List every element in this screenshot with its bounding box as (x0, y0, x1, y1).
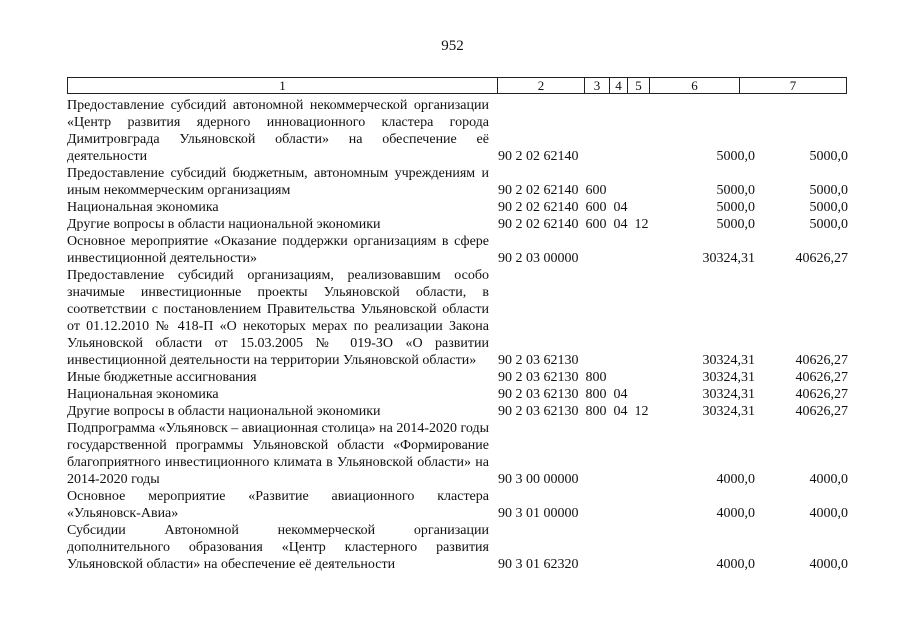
table-row (67, 97, 852, 165)
row-code: 90 2 02 62140 600 04 12 (498, 217, 649, 232)
page-number: 952 (441, 38, 464, 54)
table-header (67, 77, 847, 94)
row-value-col7: 40626,27 (795, 251, 848, 266)
row-code: 90 2 03 00000 (498, 251, 579, 266)
row-description: Другие вопросы в области национальной экономики (67, 404, 381, 419)
table-row (67, 267, 852, 369)
row-value-col6: 30324,31 (702, 387, 755, 402)
row-value-col7: 4000,0 (809, 506, 848, 521)
table-row (67, 488, 852, 522)
table-row (67, 216, 852, 233)
header-col-5: 5 (628, 78, 650, 93)
row-value-col7: 5000,0 (809, 149, 848, 164)
row-value-col7: 5000,0 (809, 217, 848, 232)
row-code: 90 2 02 62140 600 04 (498, 200, 628, 215)
header-col-7: 7 (789, 78, 797, 93)
row-description: Основное мероприятие «Развитие авиационного кластера «Ульяновск-Авиа» (67, 489, 489, 521)
row-description: Предоставление субсидий организациям, реализовавшим особо значимые инвестиционные проекты Ульяновской области, в соответствии с постановлением Правительства Ульяновской области от 01.12.2010 № 418-П «О некоторых мерах по реализации Закона Ульяновской области от 15.03.2005 № 019-ЗО «О развитии инвестиционной деятельности на территории Ульяновской области» (67, 268, 489, 368)
row-value-col6: 4000,0 (716, 557, 755, 572)
row-value-col7: 5000,0 (809, 200, 848, 215)
row-value-col7: 4000,0 (809, 557, 848, 572)
table-row (67, 403, 852, 420)
row-value-col6: 5000,0 (716, 183, 755, 198)
row-description: Предоставление субсидий автономной некоммерческой организации «Центр развития ядерного инновационного кластера города Димитровграда Ульяновской области» на обеспечение её деятельности (67, 98, 489, 164)
row-value-col6: 30324,31 (702, 251, 755, 266)
row-code: 90 3 01 00000 (498, 506, 579, 521)
row-code: 90 2 02 62140 (498, 149, 579, 164)
row-value-col7: 40626,27 (795, 370, 848, 385)
row-value-col6: 5000,0 (716, 217, 755, 232)
row-value-col7: 4000,0 (809, 472, 848, 487)
row-value-col6: 30324,31 (702, 370, 755, 385)
table-row (67, 369, 852, 386)
header-col-3: 3 (585, 78, 610, 93)
header-col-6: 6 (650, 78, 740, 93)
row-description: Другие вопросы в области национальной экономики (67, 217, 381, 232)
row-code: 90 2 03 62130 800 04 (498, 387, 628, 402)
row-code: 90 2 03 62130 (498, 353, 579, 368)
row-code: 90 2 03 62130 800 04 12 (498, 404, 649, 419)
table-row (67, 522, 852, 573)
row-description: Национальная экономика (67, 200, 219, 215)
row-value-col6: 5000,0 (716, 200, 755, 215)
row-code: 90 3 01 62320 (498, 557, 579, 572)
row-description: Национальная экономика (67, 387, 219, 402)
row-code: 90 3 00 00000 (498, 472, 579, 487)
row-description: Подпрограмма «Ульяновск – авиационная столица» на 2014-2020 годы государственной программы Ульяновской области «Формирование благоприятного инвестиционного климата в Ульяновской области» на 2014-2020 годы (67, 421, 489, 487)
row-description: Основное мероприятие «Оказание поддержки организациям в сфере инвестиционной деятельности» (67, 234, 489, 266)
row-value-col7: 5000,0 (809, 183, 848, 198)
header-col-1: 1 (68, 78, 498, 93)
table-row (67, 386, 852, 403)
table-row (67, 233, 852, 267)
table-body (67, 97, 852, 573)
row-description: Субсидии Автономной некоммерческой организации дополнительного образования «Центр кластерного развития Ульяновской области» на обеспечение её деятельности (67, 523, 489, 572)
table-row (67, 165, 852, 199)
table-row (67, 420, 852, 488)
row-value-col6: 4000,0 (716, 472, 755, 487)
row-value-col6: 30324,31 (702, 404, 755, 419)
row-value-col6: 4000,0 (716, 506, 755, 521)
row-code: 90 2 03 62130 800 (498, 370, 607, 385)
row-value-col6: 5000,0 (716, 149, 755, 164)
header-col-4: 4 (610, 78, 628, 93)
header-col-2: 2 (498, 78, 585, 93)
row-value-col7: 40626,27 (795, 387, 848, 402)
table-row (67, 199, 852, 216)
row-description: Иные бюджетные ассигнования (67, 370, 257, 385)
row-value-col6: 30324,31 (702, 353, 755, 368)
row-value-col7: 40626,27 (795, 353, 848, 368)
row-description: Предоставление субсидий бюджетным, автономным учреждениям и иным некоммерческим организациям (67, 166, 489, 198)
row-value-col7: 40626,27 (795, 404, 848, 419)
row-code: 90 2 02 62140 600 (498, 183, 607, 198)
